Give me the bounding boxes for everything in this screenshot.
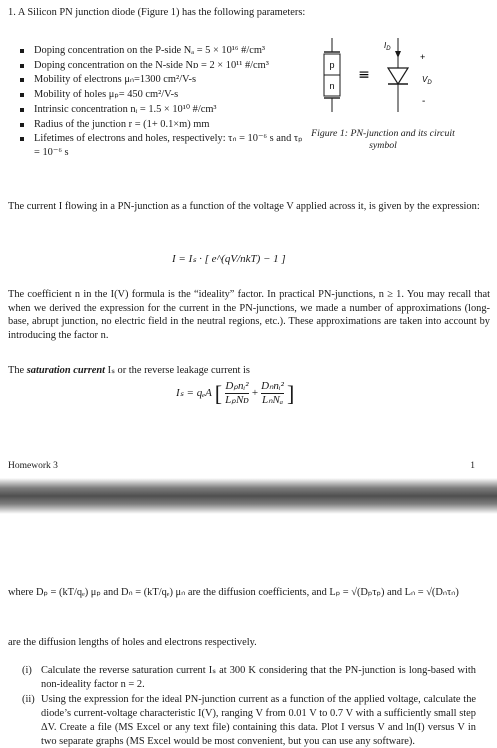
param-item-electron-mobility: Mobility of electrons μₙ=1300 cm²/V-s (20, 73, 310, 87)
param-item-lifetimes: Lifetimes of electrons and holes, respectively: τₙ = 10⁻⁶ s and τₚ = 10⁻⁶ s (20, 132, 310, 159)
footer-page-number: 1 (470, 461, 475, 471)
minus-sign: - (422, 96, 426, 107)
figure-caption: Figure 1: PN-junction and its circuit symbol (311, 128, 455, 152)
task-item-2: (ii) Using the expression for the ideal PN-junction current as a function of the applied voltage, calculate the diode’s current-voltage characteristic I(V), ranging V from 0.01 V to 0.7 V with a sufficiently small step ΔV. Create a file (MS Excel or any text file) containing this data. Plot I versus V and ln(I) versus V in two separate graphs (MS Excel would be most convenient, but you can use any software). (22, 694, 476, 747)
equivalence-icon: ≡ (358, 67, 370, 83)
parameter-list (20, 44, 310, 161)
bracket-left: [ (214, 380, 223, 406)
current-description: The current I flowing in a PN-junction as a function of the voltage V applied across it, is given by the expression: (8, 201, 480, 212)
problem-heading: 1. A Silicon PN junction diode (Figure 1) has the following parameters: (8, 7, 306, 18)
diffusion-lengths-text: are the diffusion lengths of holes and electrons respectively. (8, 637, 257, 648)
param-item-n-doping: Doping concentration on the N-side Nᴅ = 2 × 10¹¹ #/cm³ (20, 59, 310, 73)
param-item-hole-mobility: Mobility of holes μₚ= 450 cm²/V-s (20, 88, 310, 102)
param-item-p-doping: Doping concentration on the P-side Nₐ = 5 × 10¹⁶ #/cm³ (20, 44, 310, 58)
fraction-electrons: Dₙnᵢ² LₙNₐ (261, 380, 284, 407)
saturation-lhs: Iₛ = qₑA (176, 387, 212, 400)
pn-junction-figure (316, 36, 446, 126)
param-item-intrinsic-concentration: Intrinsic concentration nᵢ = 1.5 × 10¹⁰ #/cm³ (20, 103, 310, 117)
fraction-holes: Dₚnᵢ² LₚNᴅ (225, 380, 249, 407)
current-arrow-icon (395, 51, 401, 58)
diffusion-definitions: where Dₚ = (kT/qₑ) μₚ and Dₙ = (kT/qₑ) μₙ are the diffusion coefficients, and Lₚ = √(Dₚτₚ) and Lₙ = √(Dₙτₙ) (8, 587, 459, 598)
diode-triangle-icon (388, 68, 408, 84)
saturation-term: saturation current (26, 365, 106, 376)
vd-label: $V_D$ (422, 75, 432, 86)
task-item-1: (i) Calculate the reverse saturation current Iₛ at 300 K considering that the PN-junction is long-based with non-ideality factor n = 2. (22, 665, 476, 690)
footer-homework-label: Homework 3 (8, 461, 58, 471)
p-region-label: p (329, 60, 335, 70)
saturation-intro: The saturation current Iₛ or the reverse leakage current is (8, 365, 250, 376)
diode-current-equation: I = Iₛ · [ e^(qV/nkT) − 1 ] (172, 253, 286, 265)
ideality-paragraph: The coefficient n in the I(V) formula is the “ideality” factor. In practical PN-junctions, n ≥ 1. You may recall that when we derived the expression for the current in the PN-junctions, we made a number of approximations (long-base, abrupt junction, no electric field in the neutral regions, etc.). These approximations are taken into account by introducing the factor n. (8, 289, 490, 342)
plus-sign: + (420, 52, 426, 62)
page-2 (0, 514, 497, 748)
id-label: $I_D$ (384, 41, 391, 52)
saturation-current-equation: Iₛ = qₑA [ Dₚnᵢ² LₚNᴅ + Dₙnᵢ² LₙNₐ ] (176, 380, 295, 407)
n-region-label: n (329, 81, 335, 91)
bracket-right: ] (286, 380, 295, 406)
page-divider (0, 478, 497, 514)
param-item-junction-radius: Radius of the junction r = (1+ 0.1×m) mm (20, 118, 310, 132)
task-list (22, 664, 476, 748)
